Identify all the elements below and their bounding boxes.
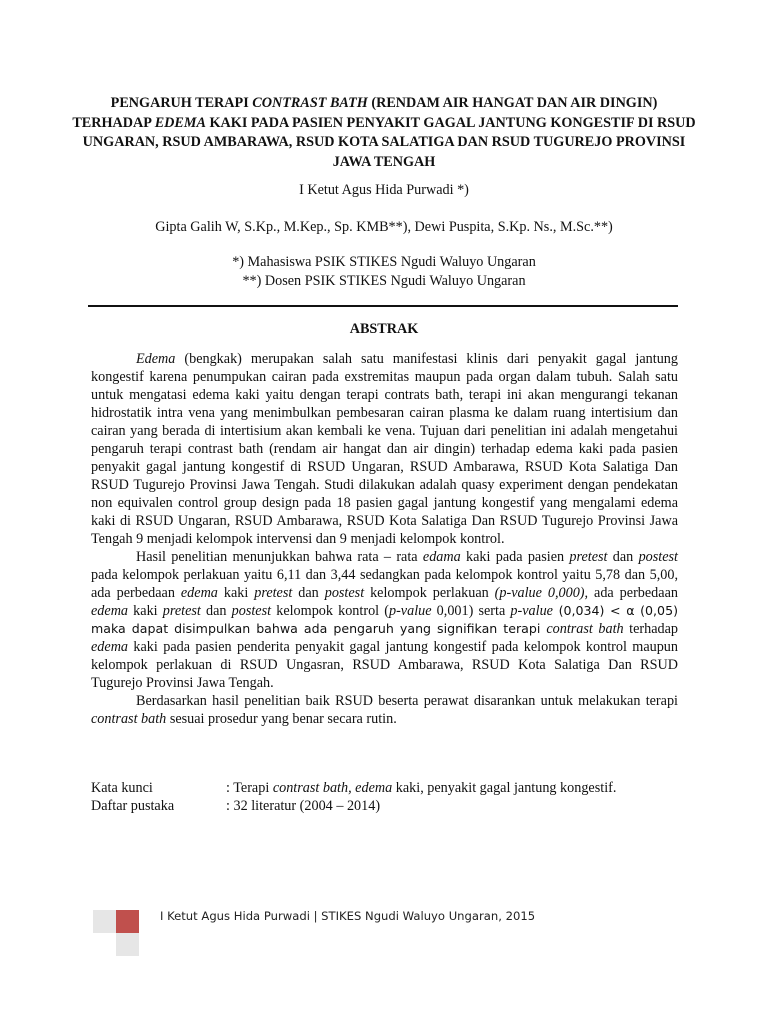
footer-text: I Ketut Agus Hida Purwadi | STIKES Ngudi Waluyo Ungaran, 2015: [160, 909, 536, 923]
abstract-paragraph-3: Berdasarkan hasil penelitian baik RSUD beserta perawat disarankan untuk melakukan terapi contrast bath sesuai prosedur yang benar secara rutin.: [91, 693, 678, 727]
footer-square-white: [93, 933, 116, 956]
keywords-value: : Terapi contrast bath, edema kaki, penyakit gagal jantung kongestif.: [226, 780, 617, 796]
author-line: I Ketut Agus Hida Purwadi *): [299, 182, 469, 198]
references-label: Daftar pustaka: [91, 798, 175, 814]
keywords-label: Kata kunci: [91, 780, 153, 796]
footer-logo-squares: [93, 910, 140, 957]
paper-title: PENGARUH TERAPI CONTRAST BATH (RENDAM AIR HANGAT DAN AIR DINGIN) TERHADAP EDEMA KAKI PADA PASIEN PENYAKIT GAGAL JANTUNG KONGESTIF DI RSUD UNGARAN, RSUD AMBARAWA, RSUD KOTA SALATIGA DAN RSUD TUGUREJO PROVINSI JAWA TENGAH: [72, 95, 696, 170]
footer-square-red: [116, 910, 139, 933]
coauthors-line: Gipta Galih W, S.Kp., M.Kep., Sp. KMB**), Dewi Puspita, S.Kp. Ns., M.Sc.**): [155, 219, 613, 235]
references-value: : 32 literatur (2004 – 2014): [226, 798, 381, 814]
abstract-body: [91, 350, 678, 728]
header-divider: [88, 305, 678, 307]
footer-square-gray-top: [93, 910, 116, 933]
abstract-heading: ABSTRAK: [349, 321, 419, 337]
abstract-paragraph-2: Hasil penelitian menunjukkan bahwa rata – rata edama kaki pada pasien pretest dan postest pada kelompok perlakuan yaitu 6,11 dan 3,44 sedangkan pada kelompok kontrol yaitu 5,78 dan 5,00, ada perbedaan edema kaki pretest dan postest kelompok perlakuan (p-value 0,000), ada perbedaan edema kaki pretest dan postest kelompok kontrol (p-value 0,001) serta p-value (0,034) < α (0,05) maka dapat disimpulkan bahwa ada pengaruh yang signifikan terapi contrast bath terhadap edema kaki pada pasien penderita penyakit gagal jantung kongestif pada kelompok kontrol maupun kelompok perlakuan di RSUD Ungasran, RSUD Ambarawa, RSUD Kota Salatiga Dan RSUD Tugurejo Provinsi Jawa Tengah.: [91, 549, 679, 691]
affiliation-student: *) Mahasiswa PSIK STIKES Ngudi Waluyo Ungaran: [232, 254, 536, 270]
abstract-paragraph-1: Edema (bengkak) merupakan salah satu manifestasi klinis dari penyakit gagal jantung kongestif karena penumpukan cairan pada exstremitas maupun pada organ dalam tubuh. Salah satu untuk mengatasi edema kaki yaitu dengan terapi contrats bath, terapi ini akan mengurangi tekanan hidrostatik intra vena yang menimbulkan pembesaran cairan plasma ke dalam ruang intertisium dan cairan yang berada di intertisium akan kembali ke vena. Tujuan dari penelitian ini adalah mengetahui pengaruh terapi contrast bath (rendam air hangat dan air dingin) terhadap edema kaki pada pasien penyakit gagal jantung kongestif di RSUD Ungaran, RSUD Ambarawa, RSUD Kota Salatiga Dan RSUD Tugurejo Provinsi Jawa Tengah. Studi dilakukan adalah quasy experiment dengan pendekatan non equivalen control group design pada 18 pasien gagal jantung kongestif yang mengalami edema kaki di RSUD Ungaran, RSUD Ambarawa, RSUD Kota Salatiga Dan RSUD Tugurejo Provinsi Jawa Tengah 9 menjadi kelompok intervensi dan 9 menjadi kelompok kontrol.: [91, 351, 678, 547]
affiliation-lecturer: **) Dosen PSIK STIKES Ngudi Waluyo Ungaran: [242, 273, 526, 289]
footer-square-gray-bottom: [116, 933, 139, 956]
